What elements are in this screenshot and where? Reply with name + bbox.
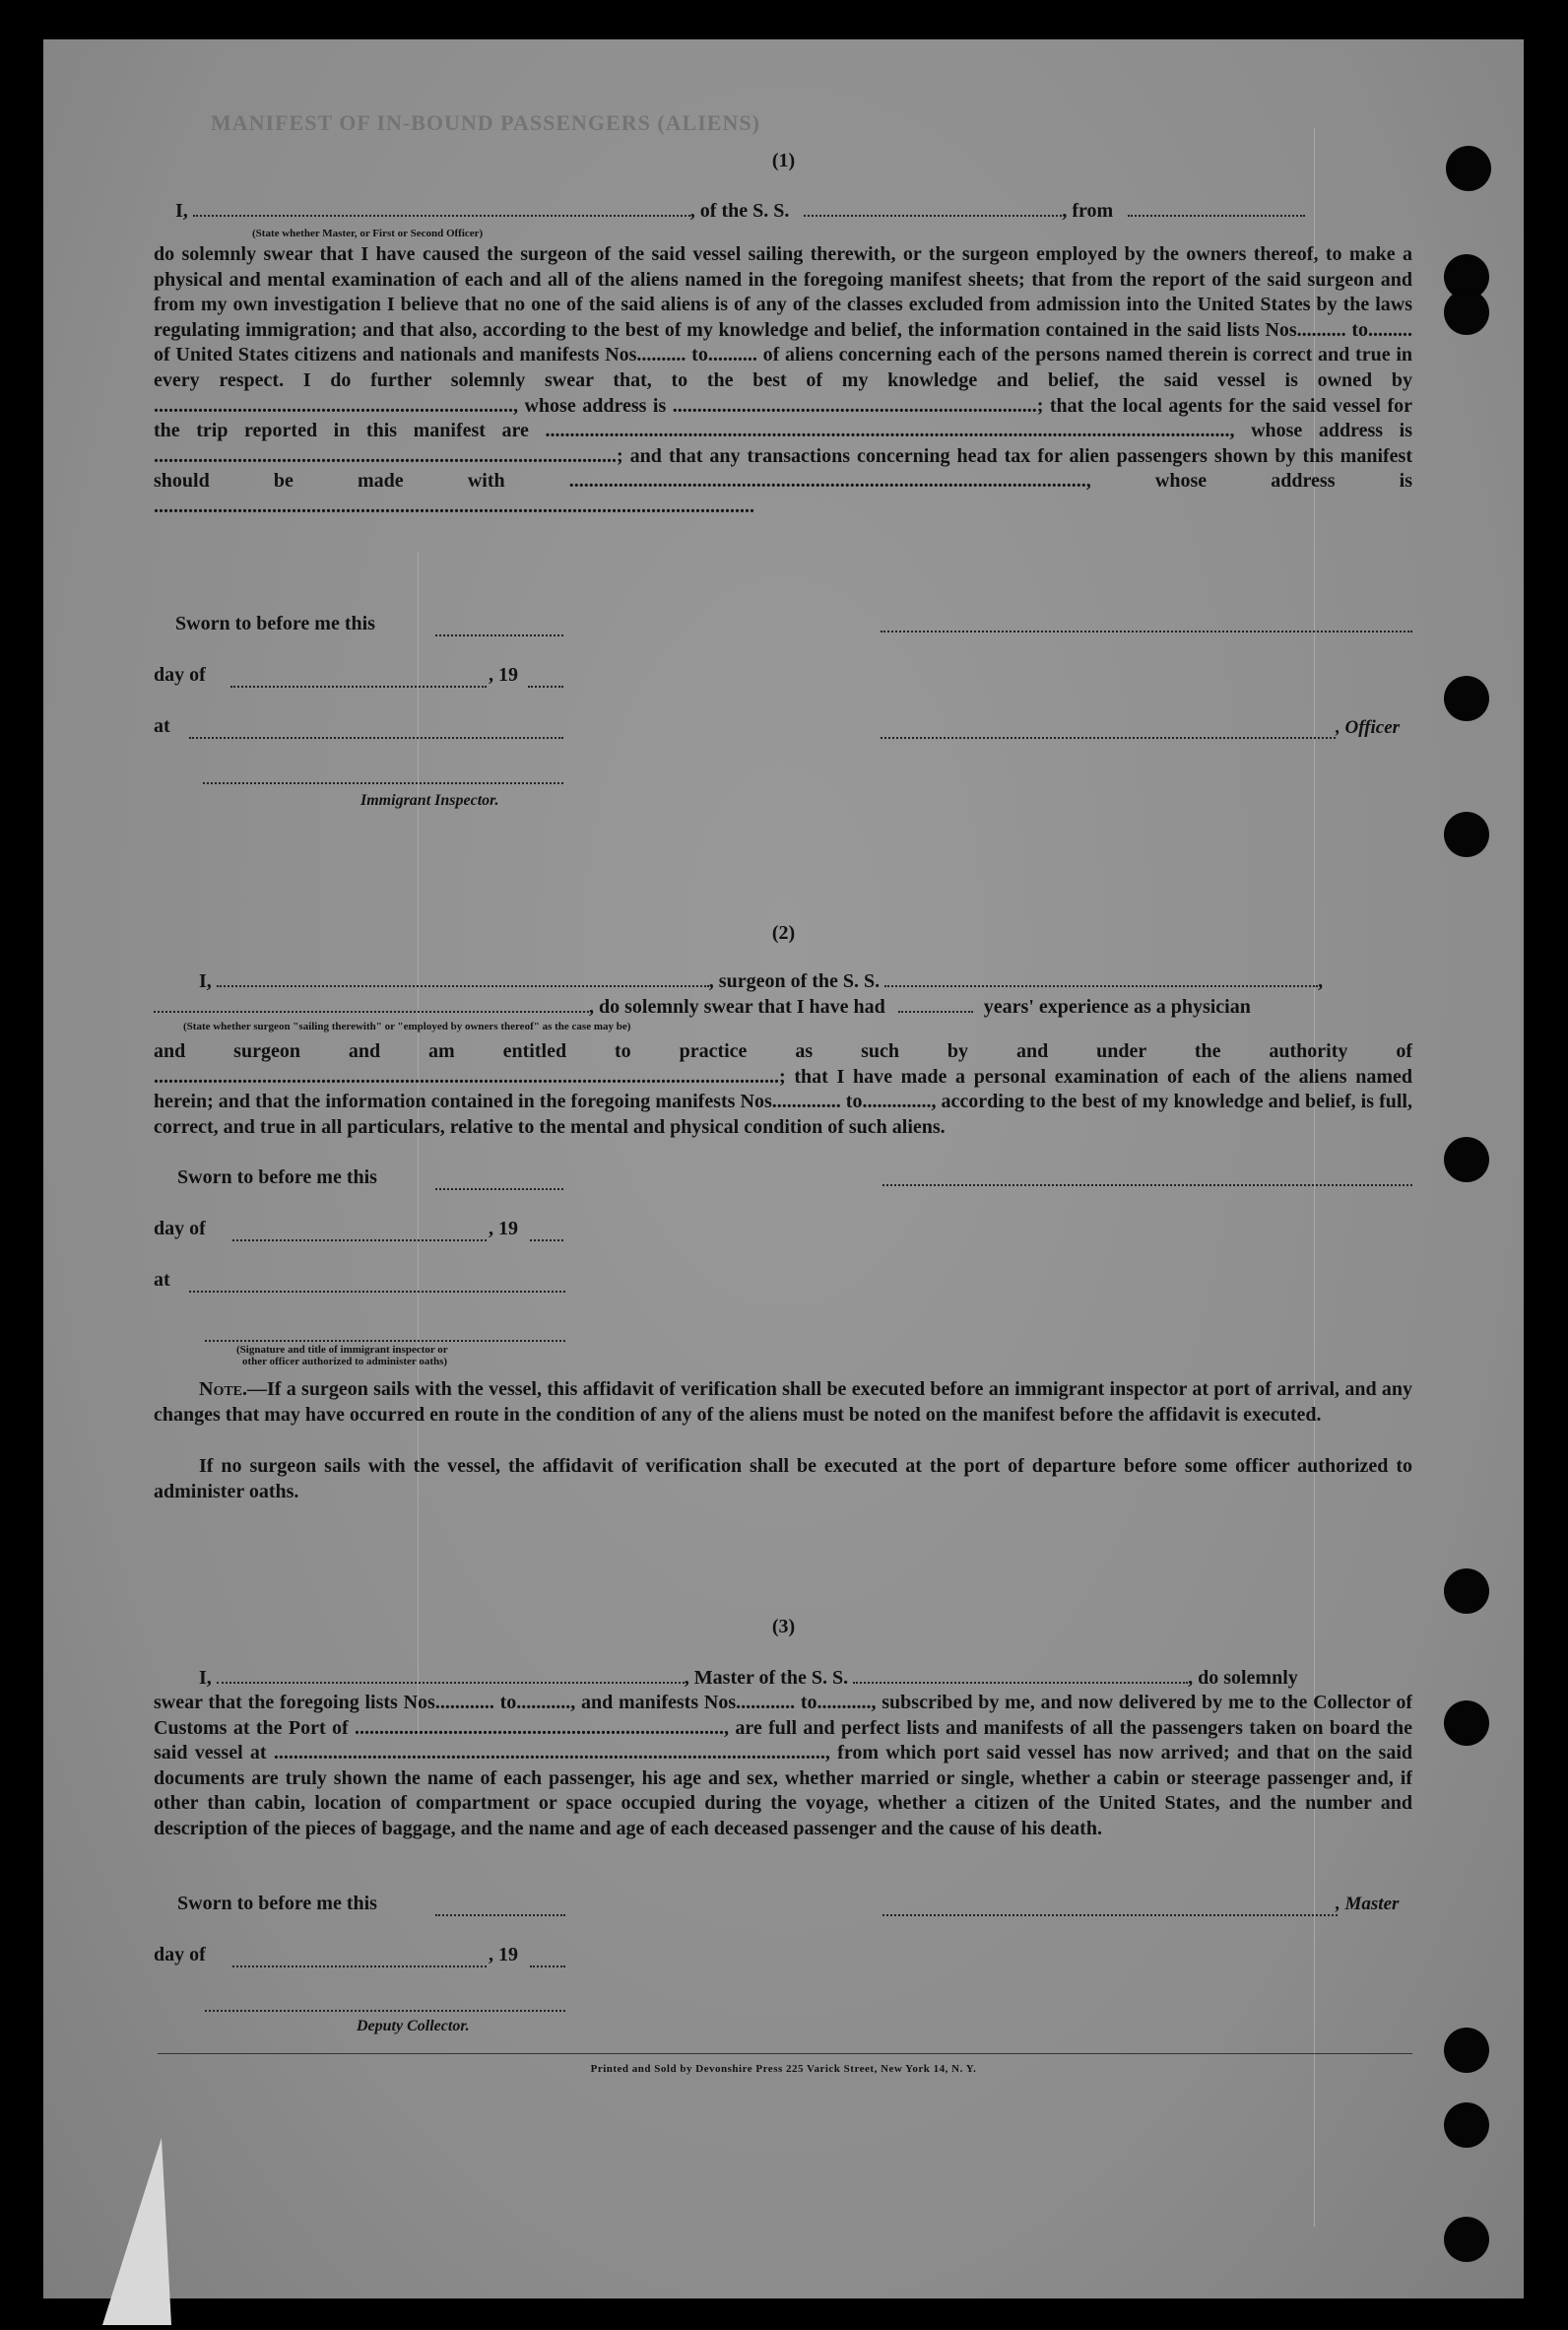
surgeon-name-blank <box>217 971 709 987</box>
day-of-label-1: day of <box>154 664 206 686</box>
note-paragraph-2: If no surgeon sails with the vessel, the affidavit of verification shall be executed at the port of departure before some officer authorized to administer oaths. <box>154 1455 1412 1502</box>
note-text: —If a surgeon sails with the vessel, this affidavit of verification shall be executed before an immigrant inspector at port of arrival, and any changes that may have occurred en route in the condition of any of the aliens must be noted on the manifest before the affidavit is executed. <box>154 1378 1412 1426</box>
years-blank <box>898 997 973 1013</box>
sworn-label-2: Sworn to before me this <box>177 1166 377 1188</box>
section-1-number: (1) <box>771 150 796 171</box>
section-3-oath-text: swear that the foregoing lists Nos............ to..........., and manifests Nos............ to..........., subscribed by me, and now delivered by me to the Collector of Customs at the Port of ..........................................................................., are full and perfect lists and manifests of all the passengers taken on board the said vessel at ................................................................................................................, from which port said vessel has now arrived; and that on the said documents are truly shown the name of each passenger, his age and sex, whether married or single, whether a cabin or steerage passenger and, if other than cabin, location of compartment or space occupied during the voyage, whether a citizen of the United States, and the number and description of the pieces of baggage, and the name and age of each deceased passenger and the cause of his death. <box>154 1692 1412 1839</box>
sworn-date-blank-3 <box>435 1912 565 1916</box>
binder-hole <box>1444 2217 1489 2262</box>
oath-i-label: I, <box>199 970 212 992</box>
year-blank-3 <box>530 1964 565 1967</box>
printer-imprint: Printed and Sold by Devonshire Press 225 Varick Street, New York 14, N. Y. <box>590 2063 977 2075</box>
note-label: Note. <box>199 1378 248 1400</box>
year-label-1: , 19 <box>489 664 518 686</box>
vessel-blank <box>804 201 1062 217</box>
day-of-label-3: day of <box>154 1944 206 1965</box>
section-2-oath-text: and surgeon and am entitled to practice as such by and under the authority of ...............................................................................................................................; that I have made a personal examination of each of the aliens named herein; and that the information contained in the foregoing manifests Nos.............. to.............., according to the best of my knowledge and belief, is full, correct, and true in all particulars, relative to the mental and physical condition of such aliens. <box>154 1040 1412 1138</box>
day-blank-1 <box>230 684 487 688</box>
oath-i-label: I, <box>199 1667 212 1689</box>
section-2-oath-line <box>154 969 1412 994</box>
binder-hole <box>1444 2102 1489 2148</box>
physician-label: years' experience as a physician <box>983 996 1251 1018</box>
sig-title-hint-2: other officer authorized to administer oaths) <box>242 1356 448 1367</box>
binder-hole <box>1444 676 1489 721</box>
master-name-blank <box>217 1668 685 1684</box>
day-of-label-2: day of <box>154 1218 206 1239</box>
sworn-date-blank-2 <box>435 1186 563 1190</box>
surgeon-vessel-blank <box>884 971 1318 987</box>
sworn-label-1: Sworn to before me this <box>175 613 375 634</box>
year-label-3: , 19 <box>489 1944 518 1965</box>
sig-title-hint-1: (Signature and title of immigrant inspector or <box>236 1344 448 1356</box>
manifest-page <box>43 39 1524 2298</box>
inspector-signature-blank <box>203 780 563 784</box>
binder-hole <box>1446 146 1491 191</box>
bleed-through-header: MANIFEST OF IN-BOUND PASSENGERS (ALIENS) <box>211 110 760 135</box>
torn-corner <box>102 2138 171 2325</box>
experience-label: , do solemnly swear that I have had <box>589 996 885 1018</box>
officer-rank-hint: (State whether Master, or First or Second Officer) <box>252 228 484 239</box>
section-2-experience-line <box>154 995 1412 1020</box>
section-2-number: (2) <box>771 922 796 944</box>
at-blank-2 <box>189 1289 565 1293</box>
day-blank-2 <box>232 1237 487 1241</box>
deputy-collector-label: Deputy Collector. <box>357 2018 470 2034</box>
collector-signature-blank <box>205 2008 565 2012</box>
footer-rule <box>158 2053 1412 2054</box>
binder-hole <box>1444 1700 1489 1746</box>
year-blank-1 <box>528 684 563 688</box>
officer-signature-blank-top <box>881 629 1412 632</box>
at-blank-1 <box>189 735 563 739</box>
oath-i-label: I, <box>175 200 188 222</box>
from-label: , from <box>1062 200 1114 222</box>
surgeon-type-hint: (State whether surgeon "sailing therewith" or "employed by owners thereof" as the case may be) <box>183 1021 631 1032</box>
year-blank-2 <box>530 1237 563 1241</box>
surgeon-signature-blank <box>882 1182 1412 1186</box>
note-paragraph <box>154 1377 1412 1428</box>
master-signature-blank <box>882 1912 1338 1916</box>
surgeon-type-blank <box>154 997 589 1013</box>
master-label: , Master <box>1336 1894 1400 1914</box>
officer-label: , Officer <box>1336 717 1401 738</box>
ruled-margin-line <box>418 552 419 1734</box>
sworn-date-blank-1 <box>435 632 563 636</box>
officer-signature-blank <box>881 735 1336 739</box>
name-blank <box>193 201 690 217</box>
inspector-signature-blank-2 <box>205 1338 565 1342</box>
master-vessel-blank <box>853 1668 1188 1684</box>
comma: , <box>1318 970 1324 992</box>
section-3-number: (3) <box>771 1616 796 1637</box>
day-blank-3 <box>232 1964 487 1967</box>
section-3-oath-line <box>154 1666 1412 1691</box>
surgeon-vessel-label: , surgeon of the S. S. <box>708 970 881 992</box>
section-1-oath-line <box>154 199 1412 224</box>
from-blank <box>1128 201 1305 217</box>
year-label-2: , 19 <box>489 1218 518 1239</box>
binder-hole <box>1444 1137 1489 1182</box>
sworn-label-3: Sworn to before me this <box>177 1893 377 1914</box>
at-label-2: at <box>154 1269 170 1291</box>
vessel-label: , of the S. S. <box>689 200 790 222</box>
binder-hole <box>1444 812 1489 857</box>
master-vessel-label: , Master of the S. S. <box>684 1667 849 1689</box>
binder-hole <box>1444 1568 1489 1614</box>
binder-hole <box>1444 290 1489 335</box>
at-label-1: at <box>154 715 170 737</box>
inspector-label: Immigrant Inspector. <box>360 792 499 809</box>
solemnly-label: , do solemnly <box>1188 1667 1298 1689</box>
binder-hole <box>1444 2028 1489 2073</box>
section-1-oath-text: do solemnly swear that I have caused the surgeon of the said vessel sailing therewith, or the surgeon employed by the owners thereof, to make a physical and mental examination of each and all of the aliens named in the foregoing manifest sheets; that from the report of the said surgeon and from my own investigation I believe that no one of the said aliens is of any of the classes excluded from admission into the United States by the laws regulating immigration; and that also, according to the best of my knowledge and belief, the information contained in the said lists Nos.......... to......... of United States citizens and nationals and manifests Nos.......... to.......... of aliens concerning each of the persons named therein is correct and true in every respect. I do further solemnly swear that, to the best of my knowledge and belief, the said vessel is owned by ........................................................................., whose address is ..........................................................................; that the local agents for the said vessel for the trip reported in this manifest are ..........................................................................................................................................., whose address is ..............................................................................................; and that any transactions concerning head tax for alien passengers shown by this manifest should be made with ........................................................................................................., whose address is .......................................................................................................................... <box>154 243 1412 517</box>
